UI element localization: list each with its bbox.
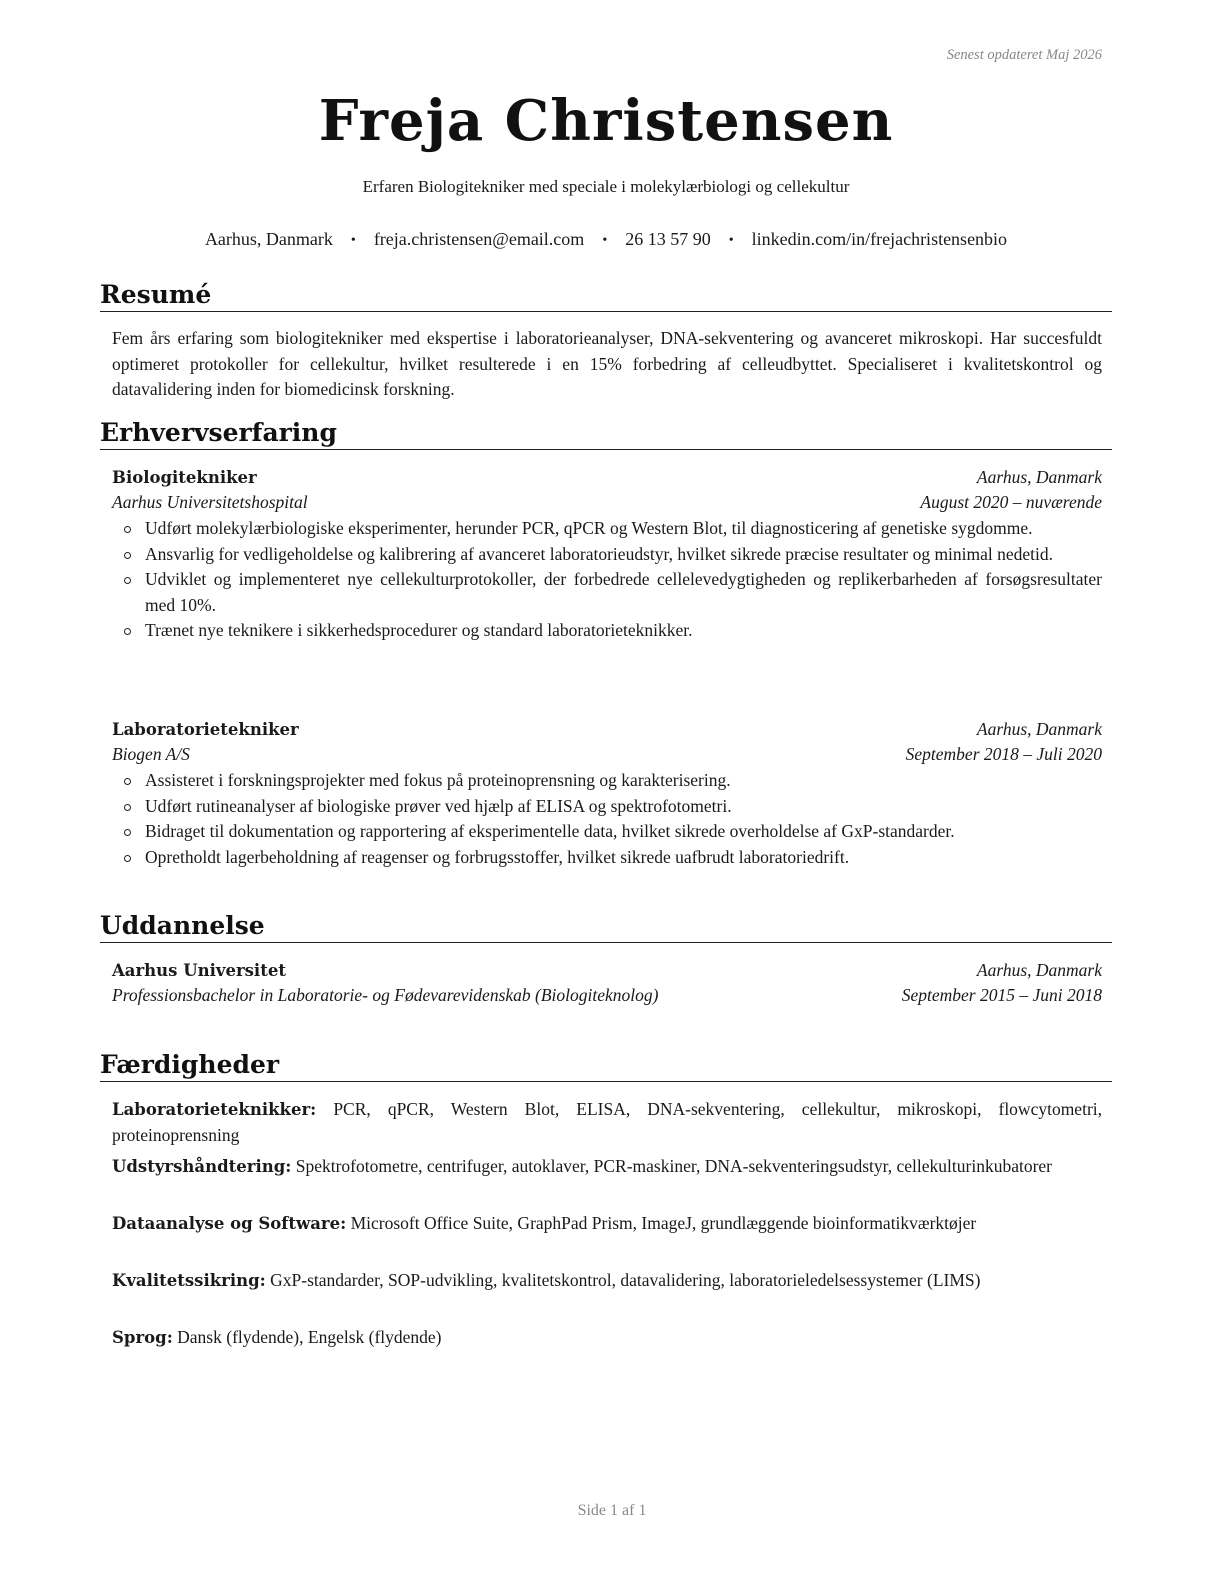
job-role: Laboratorietekniker (112, 720, 299, 739)
skill-row (112, 1268, 1102, 1294)
circle-bullet-icon (124, 804, 131, 811)
job-bullets (112, 768, 1102, 870)
skill-label: Sprog: (112, 1328, 173, 1347)
section-title-summary: Resumé (100, 280, 1112, 312)
skill-value: Microsoft Office Suite, GraphPad Prism, ImageJ, grundlæggende bioinformatikværktøjer (350, 1213, 977, 1233)
list-item: Assisteret i forskningsprojekter med fokus på proteinoprensning og karakterisering. (112, 768, 1102, 794)
list-item: Bidraget til dokumentation og rapportering af eksperimentelle data, hvilket sikrede overholdelse af GxP-standarder. (112, 819, 1102, 845)
skill-label: Udstyrshåndtering: (112, 1157, 292, 1176)
skill-row (112, 1211, 1102, 1237)
list-item: Trænet nye teknikere i sikkerhedsprocedurer og standard laboratorieteknikker. (112, 618, 1102, 644)
job-role: Biologitekniker (112, 468, 257, 487)
job-company: Biogen A/S (112, 744, 190, 764)
education-school: Aarhus Universitet (112, 961, 286, 980)
skill-label: Kvalitetssikring: (112, 1271, 266, 1290)
circle-bullet-icon (124, 552, 131, 559)
skill-value: Spektrofotometre, centrifuger, autoklaver, PCR-maskiner, DNA-sekventeringsudstyr, cellekulturinkubatorer (295, 1156, 1053, 1176)
education-dates: September 2015 – Juni 2018 (901, 985, 1102, 1005)
contact-email[interactable]: freja.christensen@email.com (373, 229, 585, 249)
circle-bullet-icon (124, 526, 131, 533)
skill-value: Dansk (flydende), Engelsk (flydende) (177, 1327, 442, 1347)
circle-bullet-icon (124, 855, 131, 862)
section-title-skills: Færdigheder (100, 1050, 1112, 1082)
circle-bullet-icon (124, 778, 131, 785)
job-subheader (112, 490, 1102, 515)
job-dates: August 2020 – nuværende (920, 492, 1102, 512)
contact-line (100, 229, 1112, 250)
skill-value: GxP-standarder, SOP-udvikling, kvalitetskontrol, datavalidering, laboratorieledelsessystemer (LIMS) (270, 1270, 981, 1290)
skill-label: Dataanalyse og Software: (112, 1214, 347, 1233)
list-item: Udført rutineanalyser af biologiske prøver ved hjælp af ELISA og spektrofotometri. (112, 794, 1102, 820)
skill-label: Laboratorieteknikker: (112, 1100, 317, 1119)
education-location: Aarhus, Danmark (976, 960, 1102, 980)
contact-phone: 26 13 57 90 (625, 229, 711, 249)
list-item: Udført molekylærbiologiske eksperimenter, herunder PCR, qPCR og Western Blot, til diagnosticering af genetiske sygdomme. (112, 516, 1102, 542)
contact-location: Aarhus, Danmark (204, 229, 333, 249)
education-header (112, 958, 1102, 983)
job-header (112, 465, 1102, 490)
contact-linkedin[interactable]: linkedin.com/in/frejachristensenbio (751, 229, 1008, 249)
bullet-separator: • (602, 233, 608, 248)
job-company: Aarhus Universitetshospital (112, 492, 308, 512)
section-title-experience: Erhvervserfaring (100, 418, 1112, 450)
last-updated: Senest opdateret Maj 2026 (946, 47, 1102, 63)
education-degree: Professionsbachelor in Laboratorie- og Fødevarevidenskab (Biologiteknolog) (112, 985, 659, 1005)
list-item: Opretholdt lagerbeholdning af reagenser og forbrugsstoffer, hvilket sikrede uafbrudt laboratoriedrift. (112, 845, 1102, 871)
section-title-education: Uddannelse (100, 911, 1112, 943)
skill-value: PCR, qPCR, Western Blot, ELISA, DNA-sekventering, cellekultur, mikroskopi, flowcytometri, proteinoprensning (112, 1099, 1103, 1145)
resume-page (100, 0, 1112, 1584)
circle-bullet-icon (124, 829, 131, 836)
job-dates: September 2018 – Juli 2020 (905, 744, 1102, 764)
circle-bullet-icon (124, 628, 131, 635)
tagline: Erfaren Biologitekniker med speciale i molekylærbiologi og cellekultur (362, 177, 850, 196)
job-bullets (112, 516, 1102, 644)
candidate-name: Freja Christensen (318, 88, 894, 154)
job-header (112, 717, 1102, 742)
bullet-separator: • (350, 233, 356, 248)
page-footer: Side 1 af 1 (577, 1502, 647, 1519)
skill-row (112, 1154, 1102, 1180)
job-location: Aarhus, Danmark (976, 719, 1102, 739)
list-item: Ansvarlig for vedligeholdelse og kalibrering af avanceret laboratorieudstyr, hvilket sikrede præcise resultater og minimal nedetid. (112, 542, 1102, 568)
list-item: Udviklet og implementeret nye cellekulturprotokoller, der forbedrede cellelevedygtigheden og replikerbarheden af forsøgsresultater med 10%. (112, 567, 1102, 618)
skill-row (112, 1097, 1102, 1148)
bullet-separator: • (728, 233, 734, 248)
circle-bullet-icon (124, 577, 131, 584)
skill-row (112, 1325, 1102, 1351)
job-subheader (112, 742, 1102, 767)
summary-text: Fem års erfaring som biologitekniker med ekspertise i laboratorieanalyser, DNA-sekventering og avanceret mikroskopi. Har succesfuldt optimeret protokoller for cellekultur, hvilket resulterede i en 15% forbedring af celleudbyttet. Specialiseret i kvalitetskontrol og datavalidering inden for biomedicinsk forskning. (112, 328, 1102, 399)
job-location: Aarhus, Danmark (976, 467, 1102, 487)
